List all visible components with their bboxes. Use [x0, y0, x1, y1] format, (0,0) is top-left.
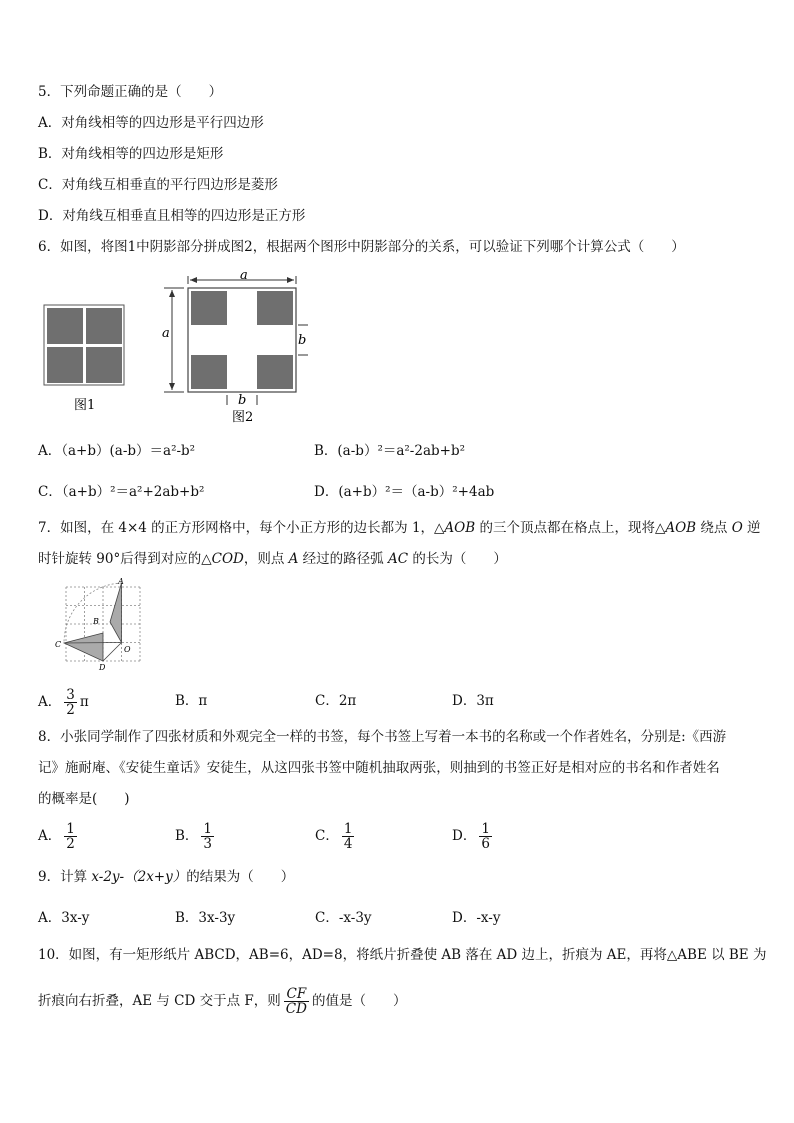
q7-stem-line-2: 时针旋转 90°后得到对应的△COD，则点 A 经过的路径弧 AC 的长为（ ）	[38, 551, 507, 567]
q10-stem-line-2: 折痕向右折叠，AE 与 CD 交于点 F，则 $\frac{CF}{CD}$ 的值是（ ）	[38, 986, 407, 1017]
q8-option-a: A． $\frac{1}{2}$	[38, 821, 75, 852]
q5-option-d: D．对角线互相垂直且相等的四边形是正方形	[38, 208, 306, 224]
q7-label-B: B	[93, 617, 99, 626]
q5-option-c: C．对角线互相垂直的平行四边形是菱形	[38, 177, 278, 193]
q6-figure	[36, 268, 326, 428]
q7-option-a: A． $\frac{3}{2}$ π	[38, 687, 89, 718]
q9-stem: 9．计算 x-2y-（2x+y）的结果为（ ）	[38, 869, 295, 885]
q7-label-D: D	[99, 663, 106, 670]
q7-grid-figure	[50, 575, 150, 670]
q6-option-d: D．(a+b）²＝（a-b）²+4ab	[314, 484, 495, 500]
q8-option-c: C． $\frac{1}{4}$	[315, 821, 353, 852]
q7-option-d: D．3π	[452, 693, 494, 709]
q6-label-b-bottom: b	[238, 393, 247, 408]
q8-option-d: D． $\frac{1}{6}$	[452, 821, 490, 852]
q6-option-b: B．(a-b）²＝a²-2ab+b²	[314, 443, 466, 459]
q6-label-a-left: a	[162, 326, 170, 341]
q8-stem-line-3: 的概率是( )	[38, 791, 130, 807]
q5-option-a: A．对角线相等的四边形是平行四边形	[38, 115, 264, 131]
q5-option-b: B．对角线相等的四边形是矩形	[38, 146, 224, 162]
q9-option-a: A．3x-y	[38, 910, 90, 926]
q7-option-b: B．π	[175, 693, 208, 709]
q6-figure-2	[164, 276, 308, 405]
q6-option-c: C．（a+b）²＝a²+2ab+b²	[38, 484, 205, 500]
q10-stem-line-1: 10．如图，有一矩形纸片 ABCD，AB=6，AD=8，将纸片折叠使 AB 落在 AD 边上，折痕为 AE，再将△ABE 以 BE 为	[38, 947, 767, 963]
q8-stem-line-2: 记》施耐庵、《安徒生童话》安徒生，从这四张书签中随机抽取两张，则抽到的书签正好是相对应的书名和作者姓名	[38, 760, 720, 776]
q6-option-a: A．（a+b）(a-b）＝a²-b²	[38, 443, 196, 459]
q7-label-O: O	[124, 645, 131, 654]
q8-option-b: B． $\frac{1}{3}$	[175, 821, 213, 852]
q7-label-A: A	[118, 577, 124, 586]
q6-fig1-label: 图1	[74, 398, 96, 413]
q5-stem: 5．下列命题正确的是（ ）	[38, 84, 223, 100]
q6-label-a-top: a	[240, 268, 248, 283]
q8-stem-line-1: 8．小张同学制作了四张材质和外观完全一样的书签，每个书签上写着一本书的名称或一个作者姓名，分别是:《西游	[38, 729, 727, 745]
q6-label-b-right: b	[298, 333, 307, 348]
q6-stem: 6．如图，将图1中阴影部分拼成图2，根据两个图形中阴影部分的关系，可以验证下列哪个计算公式（ ）	[38, 239, 685, 255]
q9-option-c: C．-x-3y	[315, 910, 372, 926]
q9-option-b: B．3x-3y	[175, 910, 236, 926]
q7-label-C: C	[55, 640, 62, 649]
q7-option-c: C．2π	[315, 693, 357, 709]
q9-option-d: D．-x-y	[452, 910, 501, 926]
q7-stem-line-1: 7．如图，在 4×4 的正方形网格中，每个小正方形的边长都为 1，△AOB 的三个顶点都在格点上，现将△AOB 绕点 O 逆	[38, 520, 761, 536]
q6-figure-1	[44, 305, 124, 385]
q6-fig2-label: 图2	[232, 410, 254, 425]
